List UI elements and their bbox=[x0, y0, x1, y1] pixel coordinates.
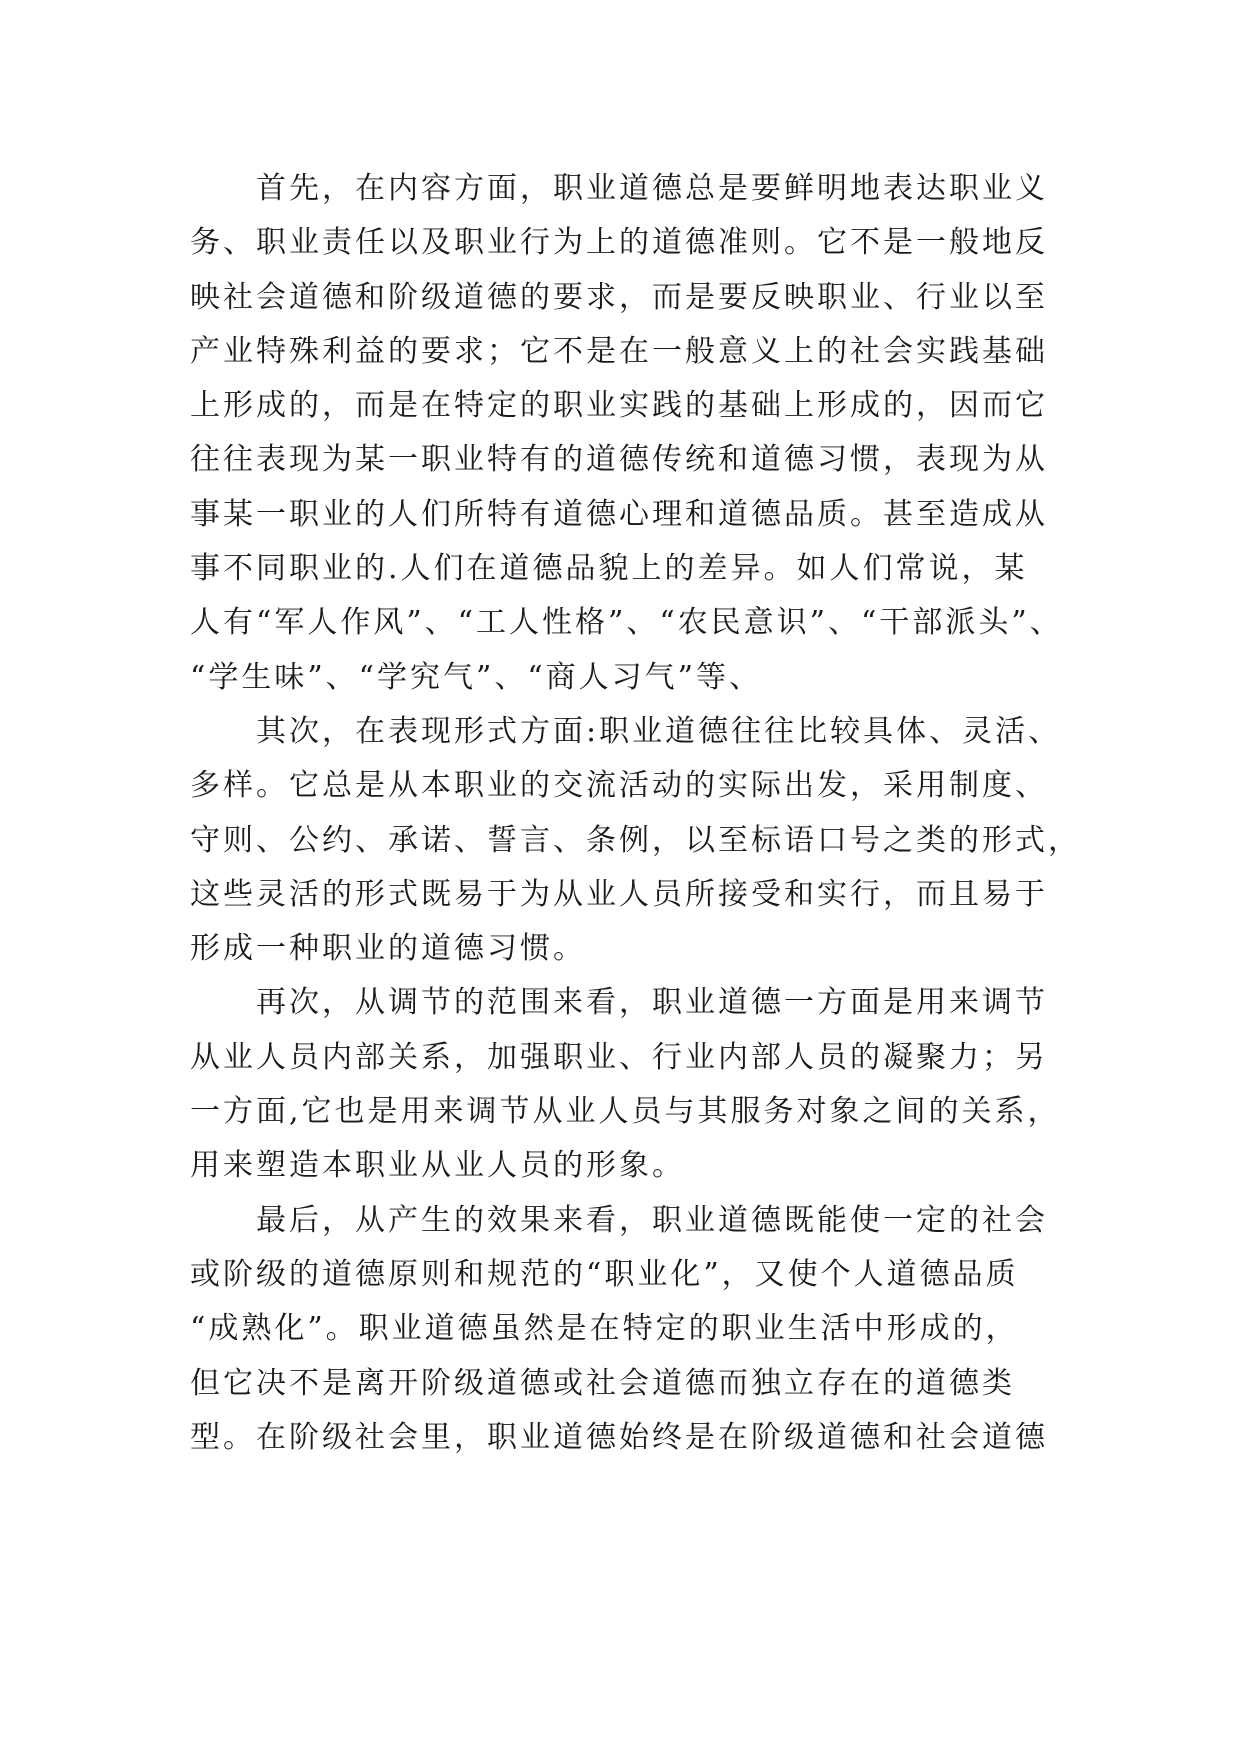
body-text bbox=[190, 162, 1090, 1465]
text-line: 用来塑造本职业从业人员的形象。 bbox=[190, 1148, 685, 1184]
text-line: 往往表现为某一职业特有的道德传统和道德习惯，表现为从 bbox=[190, 442, 1048, 478]
text-line: “学生味”、“学究气”、“商人习气”等、 bbox=[190, 659, 763, 695]
text-line: 人有“军人作风”、“工人性格”、“农民意识”、“干部派头”、 bbox=[190, 605, 1063, 641]
text-line: “成熟化”。职业道德虽然是在特定的职业生活中形成的， bbox=[190, 1311, 1019, 1347]
text-line: 守则、公约、承诺、誓言、条例，以至标语口号之类的形式， bbox=[190, 822, 1081, 858]
text-line: 事某一职业的人们所特有道德心理和道德品质。甚至造成从 bbox=[190, 496, 1048, 532]
text-line: 这些灵活的形式既易于为从业人员所接受和实行，而且易于 bbox=[190, 876, 1048, 912]
text-line: 事不同职业的.人们在道德品貌上的差异。如人们常说，某 bbox=[190, 551, 1028, 587]
text-line: 一方面,它也是用来调节从业人员与其服务对象之间的关系， bbox=[190, 1094, 1061, 1130]
text-line: 形成一种职业的道德习惯。 bbox=[190, 931, 586, 967]
text-line: 首先，在内容方面，职业道德总是要鲜明地表达职业义 bbox=[190, 171, 1048, 206]
text-line: 产业特殊利益的要求；它不是在一般意义上的社会实践基础 bbox=[190, 333, 1048, 369]
text-line: 上形成的，而是在特定的职业实践的基础上形成的，因而它 bbox=[190, 388, 1048, 424]
text-line: 再次，从调节的范围来看，职业道德一方面是用来调节 bbox=[190, 985, 1048, 1021]
text-line: 映社会道德和阶级道德的要求，而是要反映职业、行业以至 bbox=[190, 279, 1048, 315]
text-line: 从业人员内部关系，加强职业、行业内部人员的凝聚力；另 bbox=[190, 1039, 1048, 1075]
text-line: 或阶级的道德原则和规范的“职业化”，又使个人道德品质 bbox=[190, 1256, 1019, 1292]
text-line: 最后，从产生的效果来看，职业道德既能使一定的社会 bbox=[190, 1202, 1048, 1238]
text-line: 多样。它总是从本职业的交流活动的实际出发，采用制度、 bbox=[190, 768, 1048, 804]
text-line: 型。在阶级社会里，职业道德始终是在阶级道德和社会道德 bbox=[190, 1419, 1048, 1455]
text-line: 务、职业责任以及职业行为上的道德准则。它不是一般地反 bbox=[190, 225, 1048, 261]
text-line: 其次，在表现形式方面:职业道德往往比较具体、灵活、 bbox=[190, 713, 1062, 749]
text-line: 但它决不是离开阶级道德或社会道德而独立存在的道德类 bbox=[190, 1365, 1015, 1401]
